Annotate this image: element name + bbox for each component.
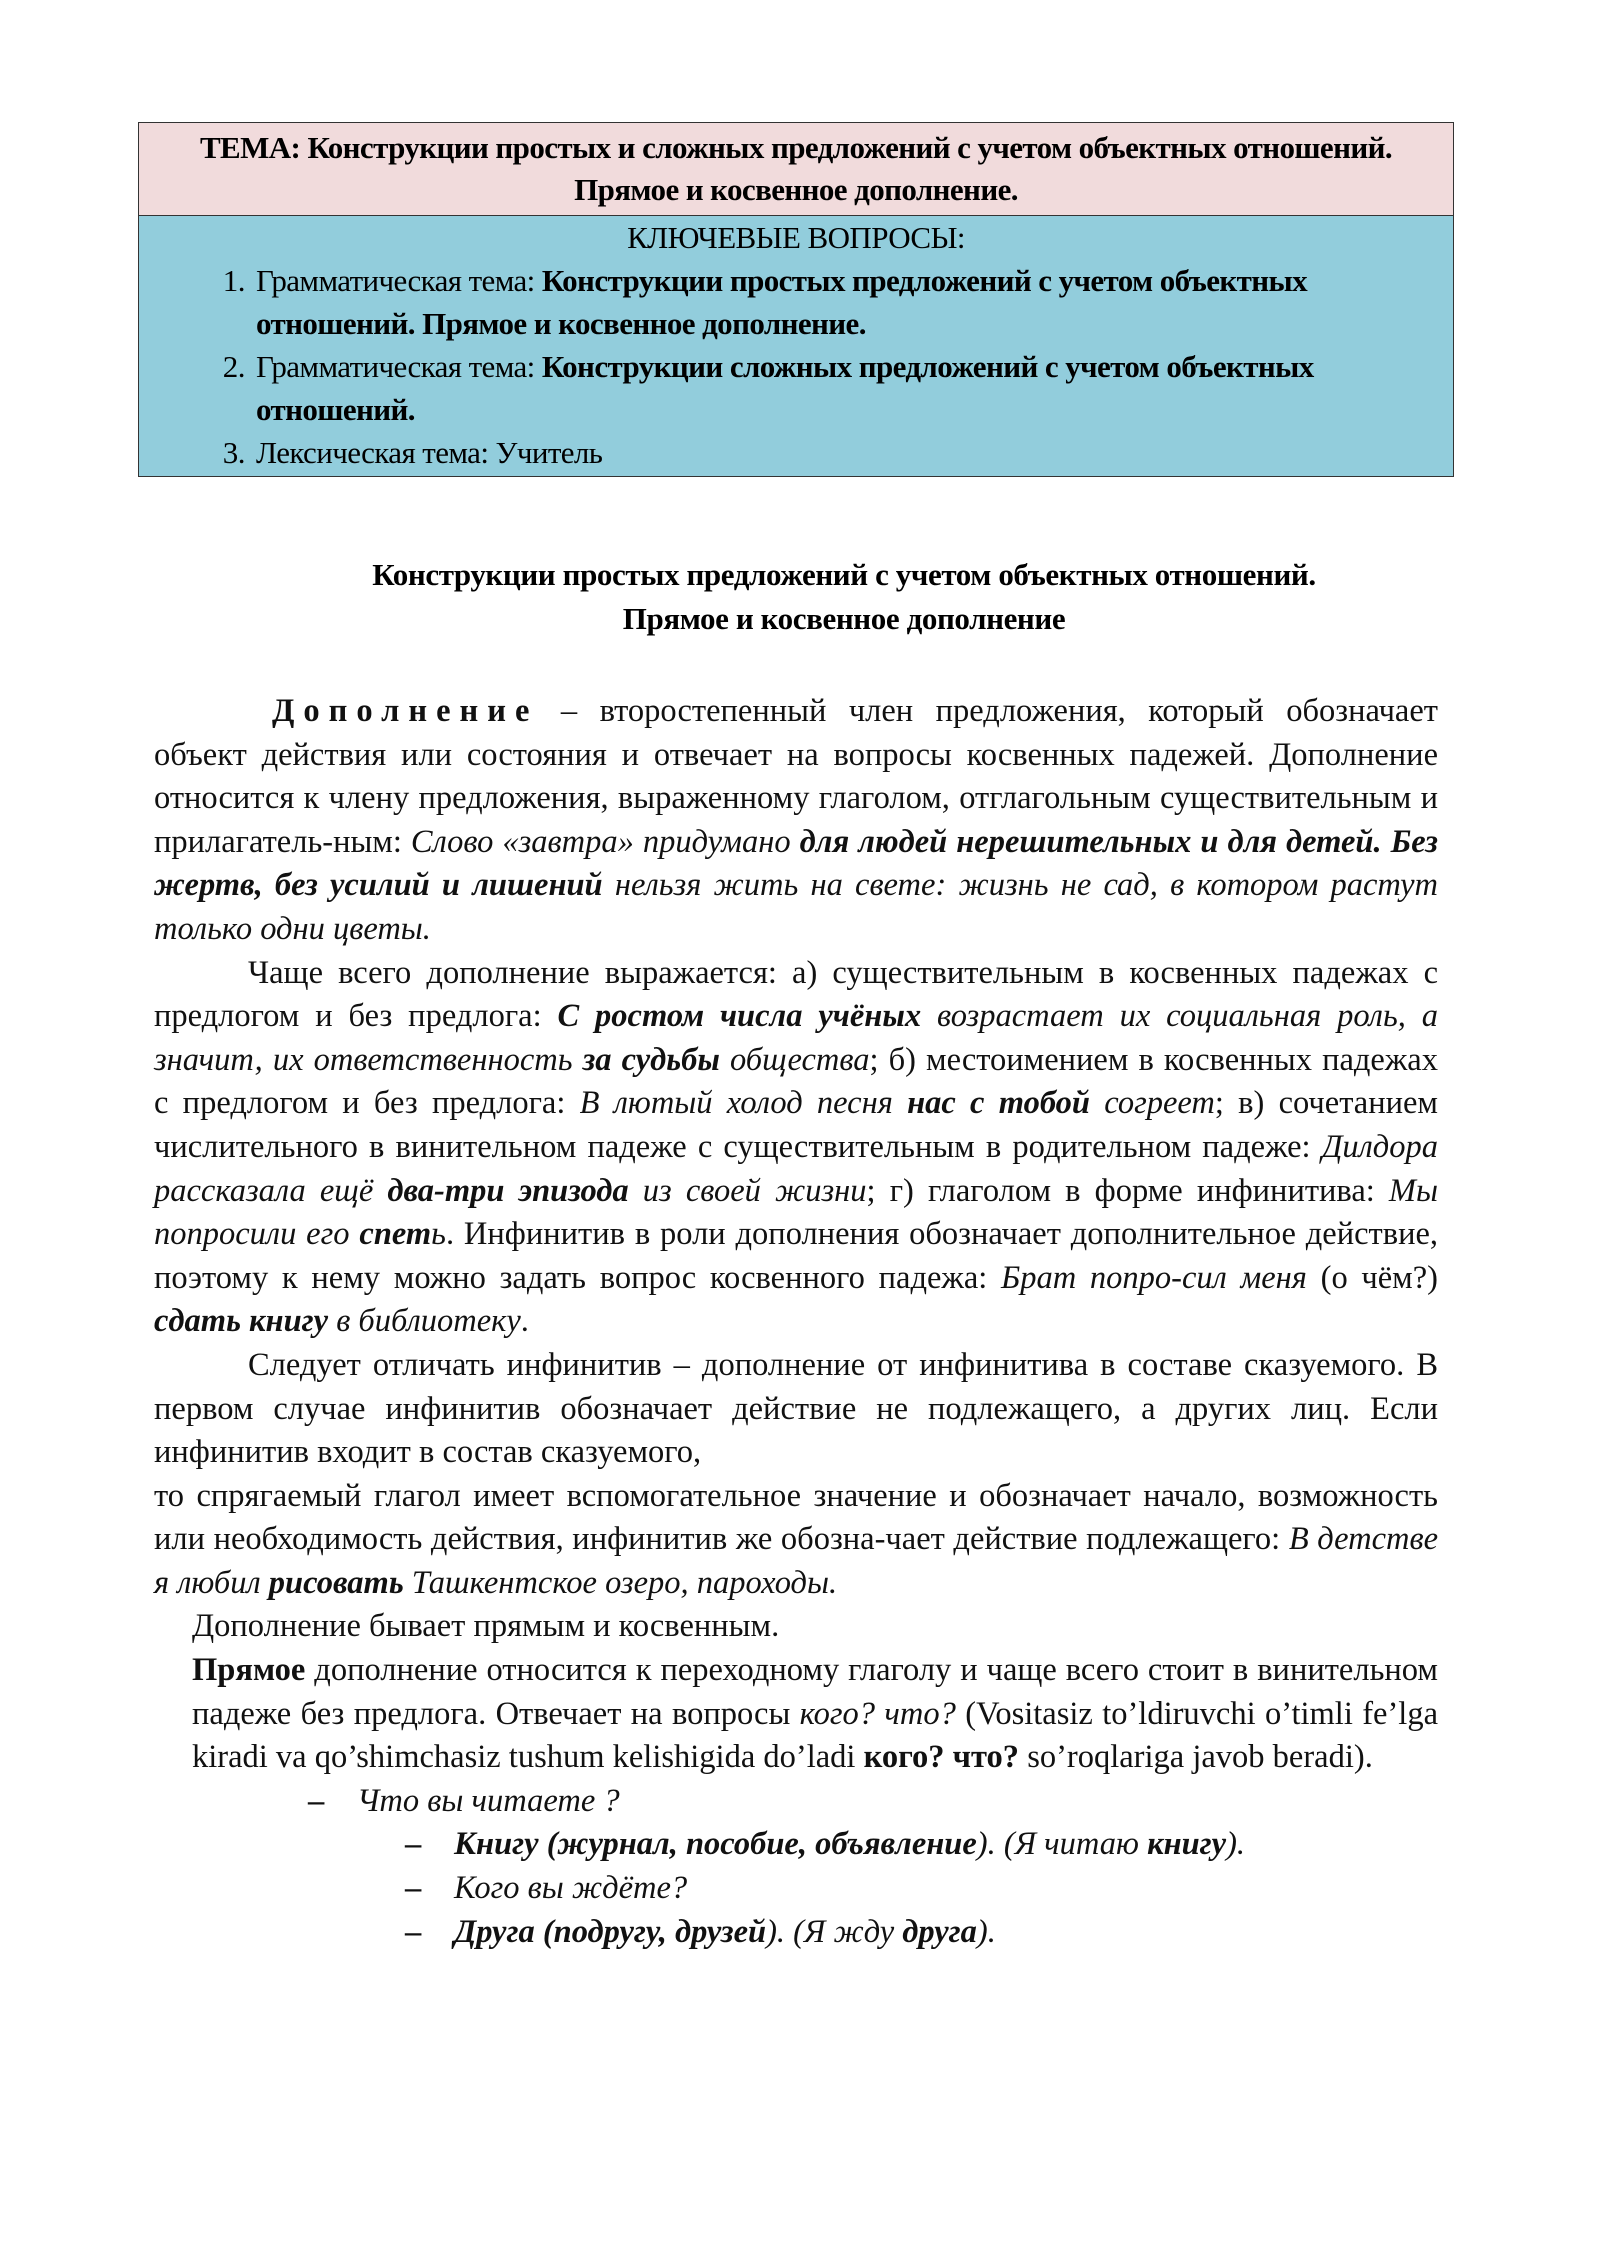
- dash-bullet: –: [308, 1782, 325, 1819]
- key-questions: [139, 216, 1453, 476]
- example-text: ь: [431, 1216, 446, 1253]
- text: – второстепенный член предложения, который обозначает объект действия или состояния и отвечает на вопросы косвенных падежей. Дополнение относится к члену предложения, выраженному глаголом, отглагольным существительным и прилагатель-ным:: [154, 693, 1438, 860]
- key-question-item: [252, 345, 1413, 431]
- example-text: из своей жизни: [628, 1172, 867, 1209]
- dash-bullet: –: [405, 1826, 422, 1863]
- topic-header: [139, 123, 1453, 216]
- paragraph: [154, 952, 1438, 1344]
- example-text: Дилдора рассказала ещё: [154, 1128, 1438, 1209]
- key-question-item: [252, 431, 1413, 474]
- example-highlight: спет: [359, 1216, 432, 1253]
- section-title: [150, 553, 1538, 641]
- paragraph: [154, 1605, 1438, 1649]
- example-highlight: за судьбы: [582, 1041, 720, 1078]
- text: Чаще всего дополнение выражается: а) существительным в косвенных падежах с предлогом и без предлога:: [154, 954, 1438, 1035]
- text: ; в) сочетанием числительного в винительном падеже с существительным в родительном падеже:: [154, 1085, 1438, 1165]
- example-highlight: друга: [902, 1913, 977, 1950]
- example-text: Мы попросили его: [154, 1172, 1439, 1253]
- example-text: ). (Я жду: [766, 1913, 903, 1950]
- example-text: возрастает их социальная роль, а значит, их ответственность: [154, 998, 1438, 1078]
- example-highlight: Книгу (журнал, пособие, объявление: [454, 1826, 977, 1863]
- text: Дополнение бывает прямым и косвенным.: [192, 1608, 780, 1645]
- paragraph: [154, 1475, 1438, 1606]
- example-highlight: Друга (подругу, друзей: [454, 1913, 767, 1950]
- example-question: Кого вы ждёте?: [454, 1870, 688, 1907]
- text: дополнение относится к переходному глаголу и чаще всего стоит в винительном падеже без предлога. Отвечает на вопросы: [192, 1652, 1438, 1732]
- text: то спрягаемый глагол имеет вспомогательное значение и обозначает начало, возможность или необходимость действия, инфинитив же обозна-чает действие подлежащего:: [154, 1477, 1438, 1558]
- example-text: В лютый холод песня: [579, 1085, 908, 1122]
- text: ; б) местоимением в косвенных падежах с предлогом и без предлога:: [154, 1041, 1438, 1122]
- text: Следует отличать инфинитив – дополнение от инфинитива в составе сказуемого. В первом случае инфинитив обозначает действие не подлежащего, а других лиц. Если инфинитив входит в состав сказуемого,: [154, 1346, 1438, 1471]
- key-questions-title: КЛЮЧЕВЫЕ ВОПРОСЫ:: [627, 220, 965, 255]
- example-highlight: рисовать: [268, 1564, 404, 1601]
- theme-text: Конструкции простых и сложных предложений с учетом объектных отношений. Прямое и косвенное дополнение.: [307, 130, 1393, 207]
- topic-box: [138, 122, 1454, 477]
- key-question-topic: Конструкции сложных предложений с учетом объектных отношений.: [256, 349, 1314, 427]
- example-text: В детстве я любил: [154, 1521, 1438, 1601]
- key-question-prefix: Грамматическая тема:: [256, 349, 542, 384]
- text: .: [520, 1303, 529, 1340]
- example-text: в библиотеку: [328, 1303, 521, 1340]
- example-highlight: нас с тобой: [907, 1085, 1090, 1122]
- key-question-topic: Конструкции простых предложений с учетом объектных отношений. Прямое и косвенное дополнение.: [256, 263, 1308, 341]
- theme-label: ТЕМА:: [199, 130, 301, 165]
- term: кого? что?: [863, 1739, 1020, 1776]
- text: . Инфинитив в роли дополнения обозначает дополнительное действие, поэтому к нему можно задать вопрос косвенного падежа:: [154, 1216, 1439, 1296]
- body-text: [154, 690, 1438, 1954]
- example-text: общества: [719, 1041, 870, 1078]
- example-text: Ташкентское озеро, пароходы.: [403, 1564, 838, 1601]
- list-item: [154, 1867, 1438, 1911]
- text: (Vositasiz to’ldiruvchi o’timli fe’lga kiradi va qo’shimchasiz tushum kelishigida do’ladi: [192, 1695, 1438, 1776]
- key-questions-list: [179, 259, 1413, 474]
- paragraph: [154, 1649, 1438, 1780]
- example-highlight: два-три эпизода: [387, 1172, 629, 1209]
- paragraph: [154, 1344, 1438, 1475]
- example-text: ).: [1226, 1826, 1246, 1863]
- example-text: Брат попро-сил меня: [1001, 1259, 1307, 1296]
- example-text: Слово «завтра» придумано: [410, 823, 800, 860]
- list-item: [154, 1911, 1438, 1955]
- example-text: кого? что?: [799, 1695, 956, 1732]
- dash-bullet: –: [405, 1913, 422, 1950]
- example-highlight: книгу: [1147, 1826, 1227, 1863]
- section-title-line: Прямое и косвенное дополнение: [622, 601, 1066, 636]
- paragraph: [154, 690, 1438, 952]
- term: Прямое: [192, 1652, 306, 1689]
- text: ; г) глаголом в форме инфинитива:: [866, 1172, 1389, 1209]
- text: (о чём?): [1306, 1259, 1438, 1296]
- example-highlight: сдать книгу: [154, 1303, 329, 1340]
- example-question: Что вы читаете ?: [357, 1782, 620, 1819]
- example-text: ). (Я читаю: [976, 1826, 1148, 1863]
- examples-list: [154, 1780, 1438, 1954]
- text: so’roqlariga javob beradi).: [1019, 1739, 1373, 1776]
- example-text: ).: [976, 1913, 996, 1950]
- term: Дополнение: [272, 693, 539, 729]
- section-title-line: Конструкции простых предложений с учетом объектных отношений.: [372, 557, 1316, 592]
- key-question-item: [252, 259, 1413, 345]
- example-text: согреет: [1089, 1085, 1215, 1122]
- example-highlight: С ростом числа учёных: [557, 998, 922, 1035]
- list-item: [154, 1780, 1438, 1824]
- key-question-prefix: Грамматическая тема:: [256, 263, 542, 298]
- list-item: [154, 1823, 1438, 1867]
- example-text: нельзя жить на свете: жизнь не сад, в котором растут только одни цветы.: [154, 867, 1438, 947]
- key-question-prefix: Лексическая тема: Учитель: [256, 435, 603, 470]
- dash-bullet: –: [405, 1870, 422, 1907]
- example-highlight: для людей нерешительных и для детей. Без жертв, без усилий и лишений: [154, 823, 1438, 904]
